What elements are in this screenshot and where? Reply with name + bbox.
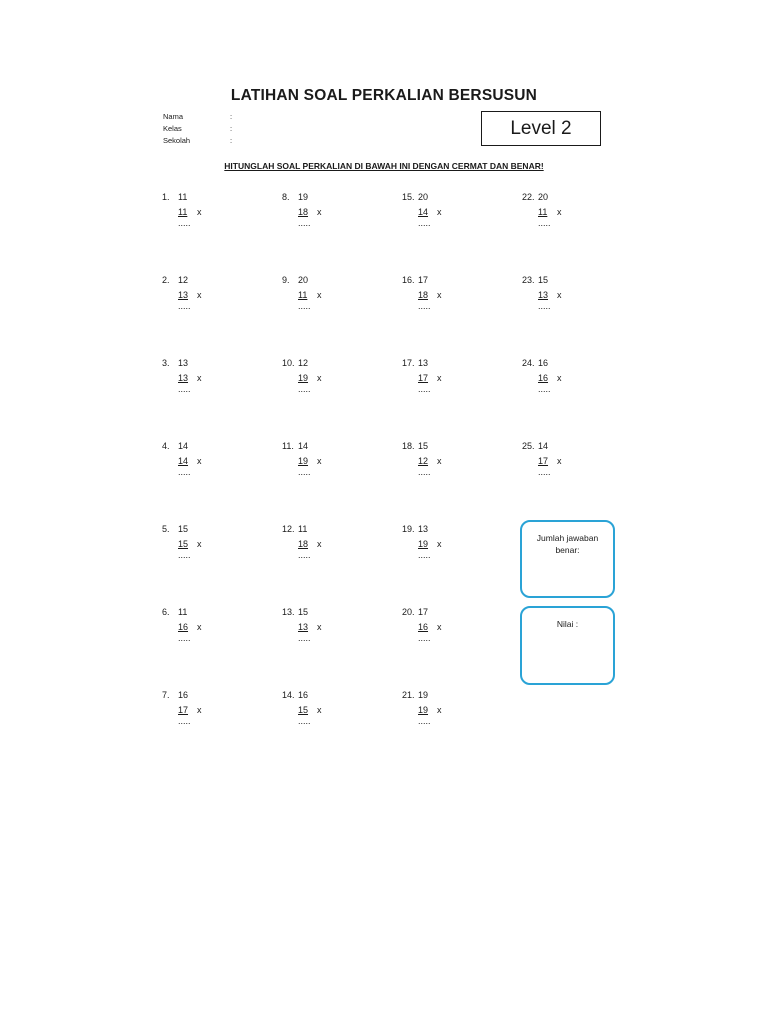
multiplier: 19 — [298, 373, 309, 383]
problem-item — [162, 441, 262, 487]
answer-blank: ..... — [418, 716, 431, 726]
multiplicand: 17 — [418, 607, 429, 617]
multiplier: 13 — [298, 622, 309, 632]
multiplicand: 19 — [418, 690, 429, 700]
problem-item — [522, 441, 622, 487]
multiply-sign: x — [197, 705, 202, 715]
multiply-sign: x — [557, 290, 562, 300]
multiplicand: 15 — [178, 524, 189, 534]
answer-blank: ..... — [178, 633, 191, 643]
problem-number: 10. — [282, 358, 295, 368]
multiplicand: 15 — [538, 275, 549, 285]
multiplicand: 12 — [298, 358, 309, 368]
multiply-sign: x — [197, 622, 202, 632]
answer-blank: ..... — [178, 467, 191, 477]
answer-blank: ..... — [418, 467, 431, 477]
problem-number: 24. — [522, 358, 535, 368]
info-label-kelas: Kelas — [163, 124, 182, 133]
problem-item — [162, 275, 262, 321]
multiplier: 13 — [538, 290, 549, 300]
multiplier: 17 — [418, 373, 429, 383]
multiplicand: 16 — [298, 690, 309, 700]
problem-item — [282, 192, 382, 238]
multiplier: 11 — [298, 290, 308, 300]
multiplicand: 11 — [178, 607, 188, 617]
multiplier: 18 — [298, 539, 309, 549]
problem-number: 15. — [402, 192, 415, 202]
multiplicand: 13 — [178, 358, 189, 368]
multiply-sign: x — [437, 373, 442, 383]
multiplicand: 11 — [298, 524, 308, 534]
problem-item — [162, 607, 262, 653]
problem-number: 21. — [402, 690, 415, 700]
info-row-kelas — [163, 123, 232, 135]
answer-blank: ..... — [298, 633, 311, 643]
grade-box — [520, 606, 615, 685]
multiply-sign: x — [437, 705, 442, 715]
problem-item — [162, 524, 262, 570]
answer-blank: ..... — [418, 633, 431, 643]
answer-blank: ..... — [418, 384, 431, 394]
instruction-text: HITUNGLAH SOAL PERKALIAN DI BAWAH INI DENGAN CERMAT DAN BENAR! — [224, 161, 544, 171]
multiplier: 17 — [178, 705, 189, 715]
multiply-sign: x — [437, 290, 442, 300]
answer-blank: ..... — [538, 301, 551, 311]
problem-item — [402, 358, 502, 404]
multiply-sign: x — [317, 456, 322, 466]
multiplicand: 20 — [538, 192, 549, 202]
multiplier: 16 — [178, 622, 189, 632]
problem-item — [282, 690, 382, 736]
answer-blank: ..... — [298, 467, 311, 477]
multiplier: 18 — [418, 290, 429, 300]
answer-blank: ..... — [418, 218, 431, 228]
multiplier: 16 — [538, 373, 549, 383]
problem-item — [402, 192, 502, 238]
problem-number: 9. — [282, 275, 290, 285]
info-label-nama: Nama — [163, 112, 184, 121]
answer-blank: ..... — [538, 384, 551, 394]
problem-item — [402, 607, 502, 653]
problem-number: 4. — [162, 441, 170, 451]
multiplicand: 15 — [298, 607, 309, 617]
answer-blank: ..... — [538, 467, 551, 477]
correct-count-label: Jumlah jawaban benar: — [536, 533, 599, 555]
multiplier: 11 — [178, 207, 188, 217]
multiply-sign: x — [197, 539, 202, 549]
problem-item — [522, 192, 622, 238]
multiplicand: 15 — [418, 441, 429, 451]
problem-number: 17. — [402, 358, 415, 368]
info-colon: : — [230, 112, 233, 121]
level-badge: Level 2 — [481, 111, 601, 146]
multiplicand: 14 — [538, 441, 549, 451]
multiply-sign: x — [317, 207, 322, 217]
info-colon: : — [230, 124, 233, 133]
info-colon: : — [230, 136, 233, 145]
multiplicand: 12 — [178, 275, 189, 285]
problem-number: 16. — [402, 275, 415, 285]
problem-item — [162, 192, 262, 238]
problem-number: 19. — [402, 524, 415, 534]
correct-count-box — [520, 520, 615, 598]
answer-blank: ..... — [418, 301, 431, 311]
multiply-sign: x — [317, 705, 322, 715]
multiplicand: 16 — [178, 690, 189, 700]
multiplicand: 13 — [418, 524, 429, 534]
problem-number: 5. — [162, 524, 170, 534]
problem-number: 14. — [282, 690, 295, 700]
answer-blank: ..... — [298, 384, 311, 394]
multiplier: 13 — [178, 373, 189, 383]
info-row-sekolah — [163, 135, 232, 147]
problem-number: 3. — [162, 358, 170, 368]
multiplier: 13 — [178, 290, 189, 300]
multiply-sign: x — [317, 539, 322, 549]
multiply-sign: x — [437, 539, 442, 549]
multiply-sign: x — [557, 207, 562, 217]
problem-number: 11. — [282, 441, 294, 451]
multiplicand: 19 — [298, 192, 309, 202]
multiply-sign: x — [317, 373, 322, 383]
multiplicand: 13 — [418, 358, 429, 368]
problem-number: 22. — [522, 192, 535, 202]
answer-blank: ..... — [178, 550, 191, 560]
multiply-sign: x — [197, 207, 202, 217]
multiplier: 19 — [298, 456, 309, 466]
multiplier: 14 — [418, 207, 429, 217]
grade-label: Nilai : — [556, 619, 579, 629]
problem-item — [162, 690, 262, 736]
answer-blank: ..... — [298, 550, 311, 560]
multiplicand: 11 — [178, 192, 188, 202]
problem-item — [522, 275, 622, 321]
problem-item — [402, 524, 502, 570]
multiplicand: 17 — [418, 275, 429, 285]
answer-blank: ..... — [298, 218, 311, 228]
multiplier: 19 — [418, 705, 429, 715]
problem-item — [282, 607, 382, 653]
problem-number: 6. — [162, 607, 170, 617]
problem-number: 8. — [282, 192, 290, 202]
problem-number: 13. — [282, 607, 295, 617]
answer-blank: ..... — [298, 716, 311, 726]
problem-number: 12. — [282, 524, 295, 534]
multiplicand: 20 — [418, 192, 429, 202]
answer-blank: ..... — [178, 218, 191, 228]
multiplier: 12 — [418, 456, 429, 466]
multiplier: 18 — [298, 207, 309, 217]
problem-item — [402, 441, 502, 487]
problem-item — [282, 275, 382, 321]
problem-number: 1. — [162, 192, 170, 202]
multiplier: 14 — [178, 456, 189, 466]
multiply-sign: x — [317, 290, 322, 300]
multiplicand: 20 — [298, 275, 309, 285]
problem-number: 23. — [522, 275, 535, 285]
problem-number: 2. — [162, 275, 170, 285]
multiplicand: 16 — [538, 358, 549, 368]
multiply-sign: x — [197, 290, 202, 300]
problem-number: 7. — [162, 690, 170, 700]
problem-item — [282, 524, 382, 570]
problem-item — [522, 358, 622, 404]
multiplier: 15 — [178, 539, 189, 549]
multiply-sign: x — [557, 456, 562, 466]
multiplicand: 14 — [298, 441, 309, 451]
multiply-sign: x — [197, 456, 202, 466]
multiply-sign: x — [317, 622, 322, 632]
multiplier: 11 — [538, 207, 548, 217]
multiplier: 15 — [298, 705, 309, 715]
problem-item — [402, 690, 502, 736]
problem-item — [402, 275, 502, 321]
answer-blank: ..... — [298, 301, 311, 311]
multiply-sign: x — [197, 373, 202, 383]
answer-blank: ..... — [178, 716, 191, 726]
multiplier: 19 — [418, 539, 429, 549]
multiplier: 16 — [418, 622, 429, 632]
answer-blank: ..... — [178, 384, 191, 394]
problem-number: 25. — [522, 441, 535, 451]
answer-blank: ..... — [178, 301, 191, 311]
problem-number: 20. — [402, 607, 415, 617]
problem-number: 18. — [402, 441, 415, 451]
answer-blank: ..... — [538, 218, 551, 228]
info-row-nama — [163, 111, 232, 123]
multiplier: 17 — [538, 456, 549, 466]
problem-item — [282, 358, 382, 404]
multiply-sign: x — [437, 622, 442, 632]
multiply-sign: x — [437, 207, 442, 217]
worksheet-title: LATIHAN SOAL PERKALIAN BERSUSUN — [230, 87, 538, 104]
answer-blank: ..... — [418, 550, 431, 560]
problem-item — [282, 441, 382, 487]
problem-item — [162, 358, 262, 404]
info-label-sekolah: Sekolah — [163, 136, 191, 145]
multiply-sign: x — [557, 373, 562, 383]
multiplicand: 14 — [178, 441, 189, 451]
multiply-sign: x — [437, 456, 442, 466]
